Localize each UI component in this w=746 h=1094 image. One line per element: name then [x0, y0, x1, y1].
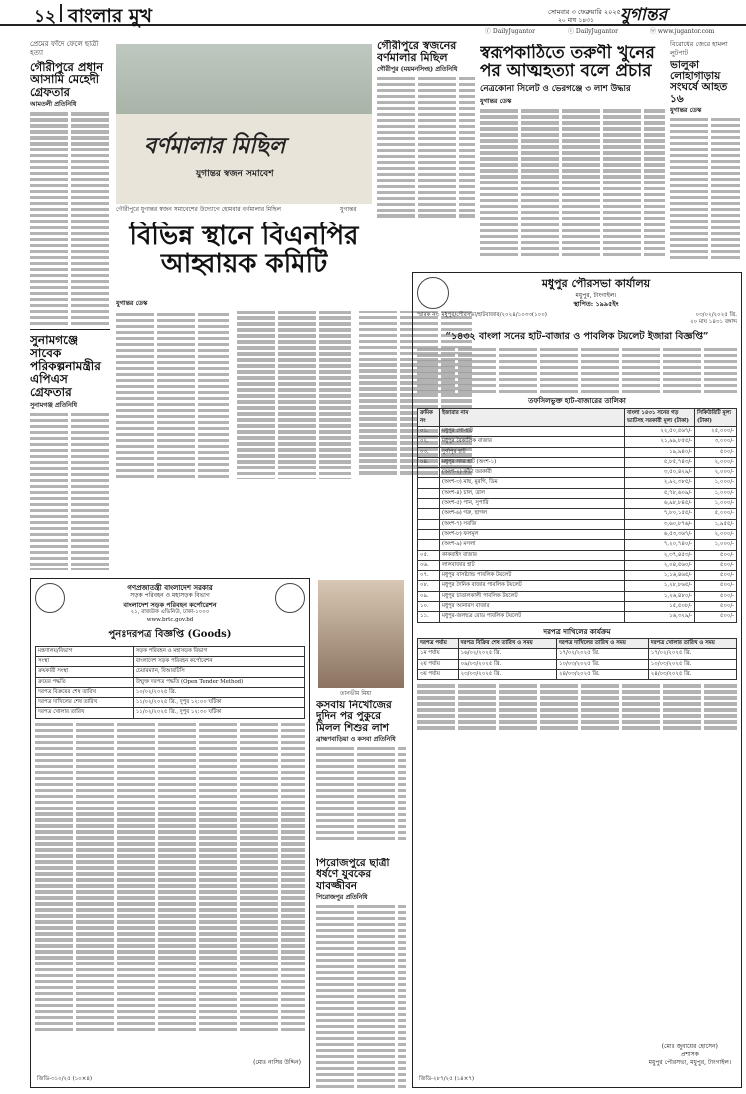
left-column [30, 40, 110, 570]
table-cell: ৫০০/- [695, 550, 737, 560]
lead-headline: স্বরূপকাঠিতে তরুণী খুনের পর আত্মহত্যা বলে প্রচার [480, 44, 655, 82]
table-cell: ১৯,৯৪০/- [625, 447, 695, 457]
ad-corp: বাংলাদেশ সড়ক পরিবহন কর্পোরেশন [123, 600, 217, 609]
table-row: দরপত্র বিক্রয়ের শেষ তারিখ ১০/০২/২০২৫ খ্রি. [36, 687, 305, 697]
table-cell: মধুপুর আনারস বাজার [440, 602, 625, 612]
table-cell: ১০. [418, 602, 440, 612]
story2-body [30, 413, 110, 570]
table-cell: ৫,৭৮,৬০৯/- [625, 488, 695, 498]
govt-emblem-icon [35, 583, 65, 613]
globe-icon: ⓦ [650, 28, 658, 35]
website-link[interactable]: ⓦ www.jugantor.com [650, 28, 715, 35]
table-cell: ১,২৬,৪৮০/- [625, 591, 695, 601]
muni-place: মধুপুর, টাংগাইল। [575, 291, 617, 299]
date-line: সোমবার ৩ ফেব্রুয়ারি ২০২৫ [548, 8, 621, 16]
story-headline: গৌরীপুরে প্রধান আসামি মেহেদী গ্রেফতার [30, 59, 104, 99]
table-row [418, 669, 737, 679]
date-line-bangla: ২০ মাঘ ১৪৩১ [558, 17, 594, 24]
table-cell: (অংশ-৭) সবজি [440, 519, 625, 529]
facebook-icon: ⓕ [485, 28, 493, 35]
sched-title: দরপত্র দাখিলের কার্যক্রম [543, 626, 611, 636]
ad-signer: (মোঃ নাসির উদ্দিন) [253, 1058, 301, 1066]
brtc-logo-icon [275, 583, 305, 613]
table-cell: ০১. [418, 426, 440, 436]
table-cell: ১,২৮,৮৬৫/- [625, 581, 695, 591]
table-cell: ৫০০/- [695, 591, 737, 601]
pirojpur-body [316, 905, 406, 1088]
table-row [418, 447, 737, 457]
table-cell: ০৪. [418, 457, 440, 467]
table-cell: (অংশ-৮) ফলমূল [440, 529, 625, 539]
kasba-body [316, 747, 406, 840]
pirojpur-headline: পিরোজপুরে ছাত্রী ধর্ষণে যুবকের যাবজ্জীবন [316, 858, 390, 892]
table-row: ক্রয়কারী সংস্থা চেয়ারম্যান, বিআরটিসি [36, 667, 305, 677]
table-cell: ২,০০০/- [695, 468, 737, 478]
table-row [418, 499, 737, 509]
table-cell: ০২. [418, 437, 440, 447]
pirojpur-story [316, 858, 406, 1088]
table-row [418, 478, 737, 488]
muni-table-title: তফসিলভুক্ত হাট-বাজারের তালিকা [528, 395, 626, 405]
table-row [418, 488, 737, 498]
table-row [418, 540, 737, 550]
muni-memo: স্মারক নং: মধুপুর/পৌরসভা/হাটবাজার/২০২৪/১০৩৩(১০০) [417, 312, 547, 318]
story2-headline: সুনামগঞ্জে সাবেক পরিকল্পনামন্ত্রীর এপিএস গ্রেফতার [30, 333, 101, 399]
table-cell: ৩,৬০,৮৭৬/- [625, 519, 695, 529]
table-cell: ০৮. [418, 581, 440, 591]
table-row [418, 602, 737, 612]
table-row [418, 457, 737, 467]
table-cell: (অংশ-৫) পান, সুপারি [440, 499, 625, 509]
page-header [0, 0, 746, 26]
municipal-logo-icon [417, 277, 449, 309]
kasba-byline: ব্রাহ্মণবাড়িয়া ও কসবা প্রতিনিধি [316, 735, 396, 743]
table-cell: ১৫,৫০৮/- [625, 602, 695, 612]
masthead-logo: যুগান্তর [620, 5, 667, 25]
table-row [418, 437, 737, 447]
table-row: দরপত্র খোলার তারিখ ১১/০২/২০২৫ খ্রি., দুপুর ১২:৩০ ঘটিকা [36, 708, 305, 718]
table-cell [418, 488, 440, 498]
table-row [418, 468, 737, 478]
table-cell: ০৯. [418, 591, 440, 601]
main-story-head [116, 222, 372, 294]
table-row [418, 426, 737, 436]
table-cell [418, 529, 440, 539]
table-cell: ২৩/০৩/২০২৫ খ্রি. [458, 669, 556, 679]
table-cell: ০৯/০৩/২০২৫ খ্রি. [458, 659, 556, 669]
table-cell: ৫০০/- [695, 602, 737, 612]
table-cell: ১,৯৫৫/- [695, 519, 737, 529]
table-cell: ২৪/০৩/২০২৫ খ্রি. [556, 669, 648, 679]
table-cell: ০৬. [418, 560, 440, 570]
madhupur-ijara-ad [412, 272, 742, 1088]
table-cell: ০৫. [418, 550, 440, 560]
table-cell: মধুপুর বাসষ্ট্যান্ড পাবলিক টয়লেট [440, 571, 625, 581]
table-cell: ৫০০/- [695, 560, 737, 570]
muni-title: “১৪৩২ বাংলা সনের হাট-বাজার ও পাবলিক টয়লেট ইজারা বিজ্ঞপ্তি” [445, 330, 709, 342]
right-column [670, 40, 740, 260]
table-cell: ২,০৪,৫৬০/- [625, 560, 695, 570]
muni-memo-row [417, 312, 737, 327]
table-cell: লালবাজার হাট [440, 560, 625, 570]
table-cell: ১০/০৩/২০২৫ খ্রি. [556, 659, 648, 669]
photo-sub-banner: যুগান্তর স্বজন সমাবেশ [196, 169, 274, 179]
table-row [418, 519, 737, 529]
table-cell: ২,০০০/- [695, 457, 737, 467]
muni-signature-block [649, 1043, 731, 1067]
photo-banner-text: বর্ণমালার মিছিল [144, 133, 286, 159]
ad-title: পুনঃদরপত্র বিজ্ঞপ্তি (Goods) [108, 629, 232, 641]
gouripur-story [377, 40, 475, 255]
table-cell: ৩য় পর্যায় [418, 669, 459, 679]
muni-header [417, 277, 737, 309]
facebook-link[interactable]: ⓕ DailyJugantor [485, 28, 535, 35]
table-cell: ১,০০০/- [695, 478, 737, 488]
page-number: ১২ [34, 7, 57, 27]
table-cell: ২৪/০৩/২০২৫ খ্রি. [648, 669, 736, 679]
table-cell: ২৫,০০০/- [695, 426, 737, 436]
table-cell: ০৭. [418, 571, 440, 581]
table-cell: ১,০০০/- [695, 488, 737, 498]
table-cell [418, 478, 440, 488]
table-cell: ১১. [418, 612, 440, 622]
table-cell: মধুপুর গো-হাট [440, 426, 625, 436]
ijara-table-body [418, 426, 737, 622]
muni-org: মধুপুর পৌরসভা কার্যালয় [541, 277, 651, 290]
lead-byline: যুগান্তর ডেস্ক [480, 98, 512, 106]
table-cell: ৫০০/- [695, 612, 737, 622]
table-cell: ১,০০০/- [695, 499, 737, 509]
right-byline: যুগান্তর ডেস্ক [670, 106, 702, 114]
table-header-row: দরপত্র পর্যায় দরপত্র বিক্রির শেষ তারিখ ও সময় দরপত্র দাখিলের তারিখ ও সময় দরপত্র খোলার তারিখ ও সময় [418, 639, 737, 649]
table-cell: ১,০০০/- [695, 540, 737, 550]
lead-subheadline: নেত্রকোনা সিলেট ও ভেরগঞ্জে ৩ লাশ উদ্ধার [480, 83, 631, 94]
kasba-headline: কসবায় নিখোঁজের দুদিন পর পুকুরে মিলল শিশুর লাশ [316, 700, 392, 734]
muni-date1: ০৩/০২/২০২৫ খ্রি. [695, 312, 737, 318]
table-cell: ২১,৯৯,৮৫৫/- [625, 437, 695, 447]
ad-address: ২১, রাজউক এভিনিউ, ঢাকা-১০০০ [130, 609, 210, 616]
table-cell: মধুপুর চাতালকালী পাবলিক টয়লেট [440, 591, 625, 601]
divider [30, 329, 110, 330]
table-cell: মধুপুর-জলছত্র রোড পাবলিক টয়লেট [440, 612, 625, 622]
table-row [418, 612, 737, 622]
table-cell: ১৭/০২/২০২৫ খ্রি. [648, 649, 736, 659]
ad-website-link[interactable]: www.brtc.gov.bd [146, 616, 194, 623]
table-row [418, 560, 737, 570]
table-cell: দুর্গাপুর হাট [440, 447, 625, 457]
table-cell: মধুপুর সদর হাট (অংশ-১) [440, 457, 625, 467]
ad-code: জিডি-৩১০/২৫ (১০×৪) [37, 1075, 93, 1082]
table-cell: ৩,৫০,৪২৯/- [625, 468, 695, 478]
table-cell: ৬,৯৮,৮৪৫/- [625, 499, 695, 509]
muni-date2: ২০ মাঘ ১৪৩১ বঙ্গাব্দ [690, 319, 737, 326]
ad-org: গণপ্রজাতন্ত্রী বাংলাদেশ সরকার [127, 583, 213, 592]
table-cell: ২,৩৭,৪৫৩/- [625, 550, 695, 560]
muni-est: স্থাপিত: ১৯৯৫ইং [573, 299, 619, 308]
ad-dept: সড়ক পরিবহন ও মহাসড়ক বিভাগ [130, 592, 210, 600]
gouripur-byline: গৌরীপুর (ময়মনসিংহ) প্রতিনিধি [377, 65, 458, 73]
rally-photo [116, 44, 372, 204]
table-cell: (অংশ-৯) মসলা [440, 540, 625, 550]
table-row: মন্ত্রণালয়/বিভাগ সড়ক পরিবহন ও মহাসড়ক বিভাগ [36, 646, 305, 656]
table-row: সংস্থা বাংলাদেশ সড়ক পরিবহন কর্পোরেশন [36, 656, 305, 666]
photo-caption: গৌরীপুরে যুগান্তর স্বজন সমাবেশের উদ্যোগে হোমবার বর্ণমালার মিছিল [116, 206, 281, 213]
muni-code: জিডি-২৮৭/২৫ (১৪×৭) [419, 1075, 475, 1082]
table-cell: (অংশ-৪) চাল, ডাল [440, 488, 625, 498]
table-cell: ৫,০০০/- [695, 509, 737, 519]
right-body [670, 118, 740, 260]
story-kicker: প্রেমের ফাঁদে ফেলে ছাত্রী হত্যা [30, 40, 99, 58]
table-cell: ৫,৮৫,৭৪৩/- [625, 457, 695, 467]
child-photo [318, 580, 404, 688]
table-cell: মধুপুর বৈকালিক বাজার [440, 437, 625, 447]
table-cell: ৬,৫৩,৩৬৭/- [625, 529, 695, 539]
table-row [418, 550, 737, 560]
table-cell: ০৩. [418, 447, 440, 457]
table-cell: (অংশ-৬) গরু, ছাগল [440, 509, 625, 519]
table-cell [418, 519, 440, 529]
table-cell [418, 499, 440, 509]
gouripur-headline: গৌরীপুরে স্বজনের বর্ণমালার মিছিল [377, 40, 457, 64]
main-byline: যুগান্তর ডেস্ক [116, 300, 148, 307]
table-row [418, 649, 737, 659]
story2-byline: সুনামগঞ্জ প্রতিনিধি [30, 401, 78, 409]
pirojpur-byline: পিরোজপুর প্রতিনিধি [316, 893, 368, 901]
table-cell: ৩,০০০/- [695, 437, 737, 447]
table-row [418, 591, 737, 601]
section-title: বাংলার মুখ [68, 5, 153, 27]
brtc-tender-ad [30, 578, 310, 1088]
table-cell: ১০/০৩/২০২৫ খ্রি. [648, 659, 736, 669]
muni-terms [417, 684, 737, 729]
table-cell: ২,০০০/- [695, 529, 737, 539]
lead-story [480, 44, 665, 259]
right-kicker: বিরোধের জেরে হামলা লুটপাট [670, 40, 728, 57]
schedule-table [417, 638, 737, 680]
ad-fine-print [35, 723, 305, 1032]
twitter-link[interactable]: ⓣ DailyJugantor [568, 28, 618, 35]
muni-signer-org: মধুপুর পৌরসভা, মধুপুর, টাংগাইল। [648, 1058, 731, 1066]
table-cell: ১৭/০২/২০২৫ খ্রি. [556, 649, 648, 659]
story-byline: আমতলী প্রতিনিধি [30, 101, 77, 109]
photo-credit: যুগান্তর [340, 206, 357, 213]
story-body [30, 112, 110, 325]
right-headline: ভালুকা লোহাগাড়ায় সংঘর্ষে আহত ১৬ [670, 58, 728, 105]
schedule-table-body [418, 649, 737, 680]
table-cell [418, 509, 440, 519]
table-cell: ১,১৬,৪৬৫/- [625, 571, 695, 581]
muni-signer: (মোঃ জুবায়ের হোসেন) [661, 1042, 718, 1050]
table-cell [418, 540, 440, 550]
table-cell [418, 468, 440, 478]
table-cell: ৫০০/- [695, 447, 737, 457]
table-cell: ২,৯২,৩৮৫/- [625, 478, 695, 488]
table-cell: (অংশ-৩) মাছ, মুরগি, ডিম [440, 478, 625, 488]
muni-intro [417, 348, 737, 393]
table-cell: ২য় পর্যায় [418, 659, 459, 669]
child-caption: তানভীম মিয়া [340, 690, 372, 697]
table-cell: ১ম পর্যায় [418, 649, 459, 659]
table-cell: ৫০০/- [695, 581, 737, 591]
table-row: দরপত্র দাখিলের শেষ তারিখ ১১/০২/২০২৫ খ্রি., দুপুর ১২:০০ ঘটিকা [36, 698, 305, 708]
table-cell: ১৬/০২/২০২৫ খ্রি. [458, 649, 556, 659]
kasba-story [316, 700, 406, 848]
ad-table [35, 646, 305, 719]
table-row: ক্রয়ের পদ্ধতি উন্মুক্ত দরপত্র পদ্ধতি (Open Tender Method) [36, 677, 305, 687]
table-cell: ১৬,৩২৯/- [625, 612, 695, 622]
table-row [418, 509, 737, 519]
table-row [418, 581, 737, 591]
twitter-icon: ⓣ [568, 28, 576, 35]
table-cell: ৫০০/- [695, 571, 737, 581]
ad-header [35, 583, 305, 624]
muni-signer-title: প্রশাসক [680, 1050, 699, 1058]
table-header-row: ক্রমিক নং ইজারার নাম বাংলা ১৪৩১ সনের গড় ভ্যাটসহ সরকারী মূল্য (টাকা) সিকিউরিটি মূল্য (টাকা) [418, 409, 737, 427]
table-row [418, 571, 737, 581]
main-headline: বিভিন্ন স্থানে বিএনপির আহ্বায়ক কমিটি [129, 222, 359, 280]
gouripur-body [377, 77, 475, 218]
table-cell: মধুপুর দৈনিক বাজার পাবলিক টয়লেট [440, 581, 625, 591]
ijara-table [417, 408, 737, 622]
table-row [418, 659, 737, 669]
header-divider [60, 4, 62, 22]
lead-body [480, 109, 665, 259]
table-row [418, 529, 737, 539]
table-cell: ২২,৫০,৫৬৭/- [625, 426, 695, 436]
table-cell: (অংশ-২) কাঁচা তরকারী [440, 468, 625, 478]
table-cell: কাকরাইদ বাজার [440, 550, 625, 560]
table-cell: ৭,৮০,১৫৫/- [625, 509, 695, 519]
table-cell: ৭,২০,৭৪০/- [625, 540, 695, 550]
